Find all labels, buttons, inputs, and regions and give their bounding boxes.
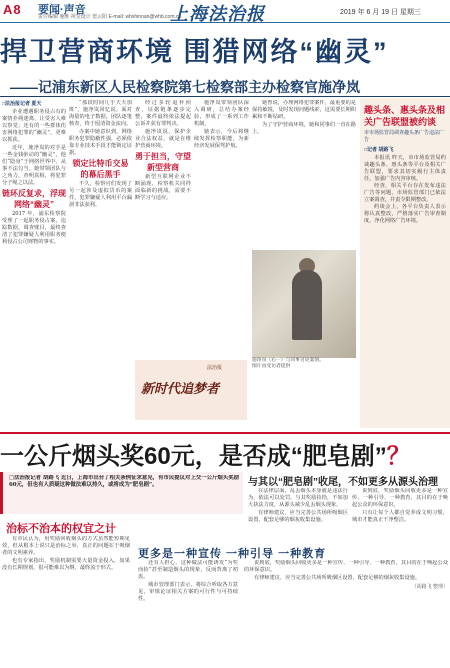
section-subhead: 链环反复求，浮现网络“幽灵” (2, 189, 66, 209)
lower-column-mid (138, 560, 238, 666)
photo-caption (252, 358, 356, 370)
paragraph: 她曾说，办理网络犯罪案件，最重要的是保持敏锐，及时发现问题线索，这需要长期积累和不断钻研。 (252, 100, 356, 120)
paragraph: 本报讯 昨天，市市场监管局约谈趣头条、惠头条等平台及相关广告联盟，要求其切实履行主体责任，加强广告内容审核。 (364, 155, 446, 182)
main-subheadline: ——记浦东新区人民检察院第七检察部主办检察官施净岚 (10, 79, 360, 95)
article-column-2 (69, 100, 132, 430)
subheadline-bottom: 更多是一种宣传 一种引导 一种教育 (138, 548, 327, 560)
paragraph: 2017 年，浦东检察院受理了一起职务侵占案，追踪数据、调查账目，最终查清了犯罪嫌疑人利用职务便利侵占公司财物的事实。 (2, 211, 66, 245)
paragraph: 她表示，今后将继续发挥检察职能，为新经济发展保驾护航。 (194, 129, 249, 149)
column-logo-tag: 法治报 (207, 365, 223, 371)
paragraph: 施净岚说，保护企业合法权益，就是在维护营商环境。 (135, 129, 191, 149)
article-column-5 (252, 100, 356, 246)
column-logo: 新时代追梦者 (141, 382, 220, 397)
paragraph: 近年，施净岚的对手是一些金钱驱动的“幽灵”，他们“隐身”于网络世界中，从事不法勾当。她带领团队与之角力，查明真相，将犯罪分子绳之以法。 (2, 145, 66, 186)
subheadline-left: 治标不治本的权宜之计 (6, 523, 116, 535)
photo-credit: 图片由受访者提供 (252, 364, 291, 369)
second-headline-text: 一公斤烟头奖60元，是否成“肥皂剧” (0, 443, 387, 470)
paragraph: 有律师建议，应当完善公共场所吸烟区设置，配套足够的烟灰收集设施。 (248, 510, 348, 523)
lower-column-right-2 (352, 488, 448, 543)
paragraph: 也有专家指出，奖励机制需要大量资金投入，如果没有长期规划，很可能难以为继，最终流于形式。 (2, 558, 130, 571)
sidebox-title: 趣头条、惠头条及相关广告联盟被约谈 (364, 105, 446, 127)
issue-date: 2019 年 6 月 19 日 星期三 (340, 9, 421, 16)
section-title: 要闻·声音 (38, 4, 86, 16)
article-column-3 (135, 100, 191, 355)
paragraph: 经过多轮退补侦查，证据链条逐步完整，案件最终依法提起公诉并获有罪判决。 (135, 100, 191, 127)
paragraph: 为了守护营商环境，她和同事们一直在路上。 (252, 122, 356, 135)
subheadline-right: 与其以“肥皂剧”收尾，不如更多从源头治理 (248, 477, 438, 488)
article-byline: □法治报记者 夏天 (2, 101, 42, 107)
paragraph: 约谈会上，各平台负责人表示将认真整改，严格落实广告审查制度，净化网络广告环境。 (364, 204, 446, 224)
newspaper-logo: 上海法治报 (170, 4, 265, 25)
column-logo-box (135, 360, 247, 420)
paragraph: 经查，相关平台存在发布违法广告等问题，市场监管部门已依法立案调查，并责令限期整改。 (364, 183, 446, 203)
lower-column-bottom-right (244, 560, 448, 666)
article-column-1 (2, 100, 66, 430)
editor-credits: 责任编辑 施维 视觉设计 窦云阳 E-mail: whshinnan@whb.com.cn (38, 14, 182, 20)
paragraph: 在法律层面，乱丢烟头本身就是违法行为，依法可以处罚。与其奖励捡拾，不如加大执法力度，从源头减少乱丢烟头现象。 (248, 488, 348, 508)
paragraph: 城市管理部门表示，将综合听取各方意见，审慎论证相关方案的可行性与可持续性。 (138, 582, 238, 602)
news-sidebox (360, 98, 450, 428)
second-headline (0, 436, 450, 471)
divider (0, 96, 450, 97)
paragraph: “那段时间几乎天天加班”，施净岚回忆说。面对海量的电子数据，团队逐笔核查，终于厘清资金流向。 (69, 100, 132, 127)
paragraph: 还有人担心，这种做法可能诱发“为奖而捡”甚至制造烟头的现象，反而背离了初衷。 (138, 560, 238, 580)
paragraph: 企业遭遇职务侵占有的案情扑朔迷离，让受害人难以察觉；还有的一些群体伤害网络犯罪的“幽灵”，更难以抓获。 (2, 109, 66, 143)
question-mark: ？ (386, 443, 411, 470)
article-credit: （胡路飞 整理） (411, 584, 448, 590)
main-headline: 捍卫营商环境 围猎网络“幽灵” (0, 37, 389, 67)
article-photo (252, 250, 356, 358)
sidebox-body (360, 155, 450, 225)
edition-number: A8 (3, 2, 22, 17)
masthead (0, 0, 450, 23)
intro-box (0, 472, 243, 514)
paragraph: 办案中她意识到，网络职务犯罪隐蔽性强，必须依靠专业技术手段才能锁定证据。 (69, 129, 132, 156)
lower-column-left (2, 536, 130, 666)
lower-column-right-1 (248, 488, 348, 543)
paragraph: 新型互联网企业不断涌现，检察机关同样面临新的挑战，需要不断学习与适应。 (135, 174, 191, 201)
paragraph: 有律师建议，应当完善公共场所吸烟区设置，配套足够的烟灰收集设施。 (254, 575, 421, 581)
paragraph: 施净岚带领团队深入调研，总结办案经验，形成了一系列工作机制。 (194, 100, 249, 127)
section-subhead: 勇于担当，守望新型营商 (135, 152, 191, 172)
paragraph: 说到底，奖励烟头回收更多是一种宣传、一种引导、一种教育，其目的在于唤起公众的环保意识。 (244, 560, 448, 573)
article-column-4 (194, 100, 249, 355)
paragraph: 只有让每个人都自觉养成文明习惯，城市才能真正干净整洁。 (352, 510, 448, 523)
photo-caption-text: 施净岚（右一）与同事讨论案情。 (252, 358, 324, 363)
paragraph: 说到底，奖励烟头回收更多是一种宣传、一种引导、一种教育，其目的在于唤起公众的环保意识。 (352, 488, 448, 508)
photo-person (292, 270, 322, 340)
paragraph: 有市民认为，用奖励回收烟头的方式虽然能短期见效，但从根本上说只是治标之举，真正的问题在于吸烟者的文明素养。 (2, 536, 130, 556)
section-subhead: 锁定比特币交易的幕后黑手 (72, 159, 129, 179)
section-divider (0, 432, 450, 434)
sidebox-byline: □记者 胡路飞 (364, 147, 394, 153)
intro-text: □法治报记者 胡路飞 近日，上海市出台了相关条例征求意见，有市民提议对上交一公斤烟头奖励60元，但也有人质疑这种做法难以持久，或将成为“肥皂剧”。 (9, 475, 239, 489)
paragraph: 不久，检察官们发现了另一起涉及虚拟货币的案件，犯罪嫌疑人利用平台漏洞非法获利。 (69, 181, 132, 208)
sidebox-subtitle: 市市场监管局调查趣头条广告违法广告 (364, 130, 445, 143)
